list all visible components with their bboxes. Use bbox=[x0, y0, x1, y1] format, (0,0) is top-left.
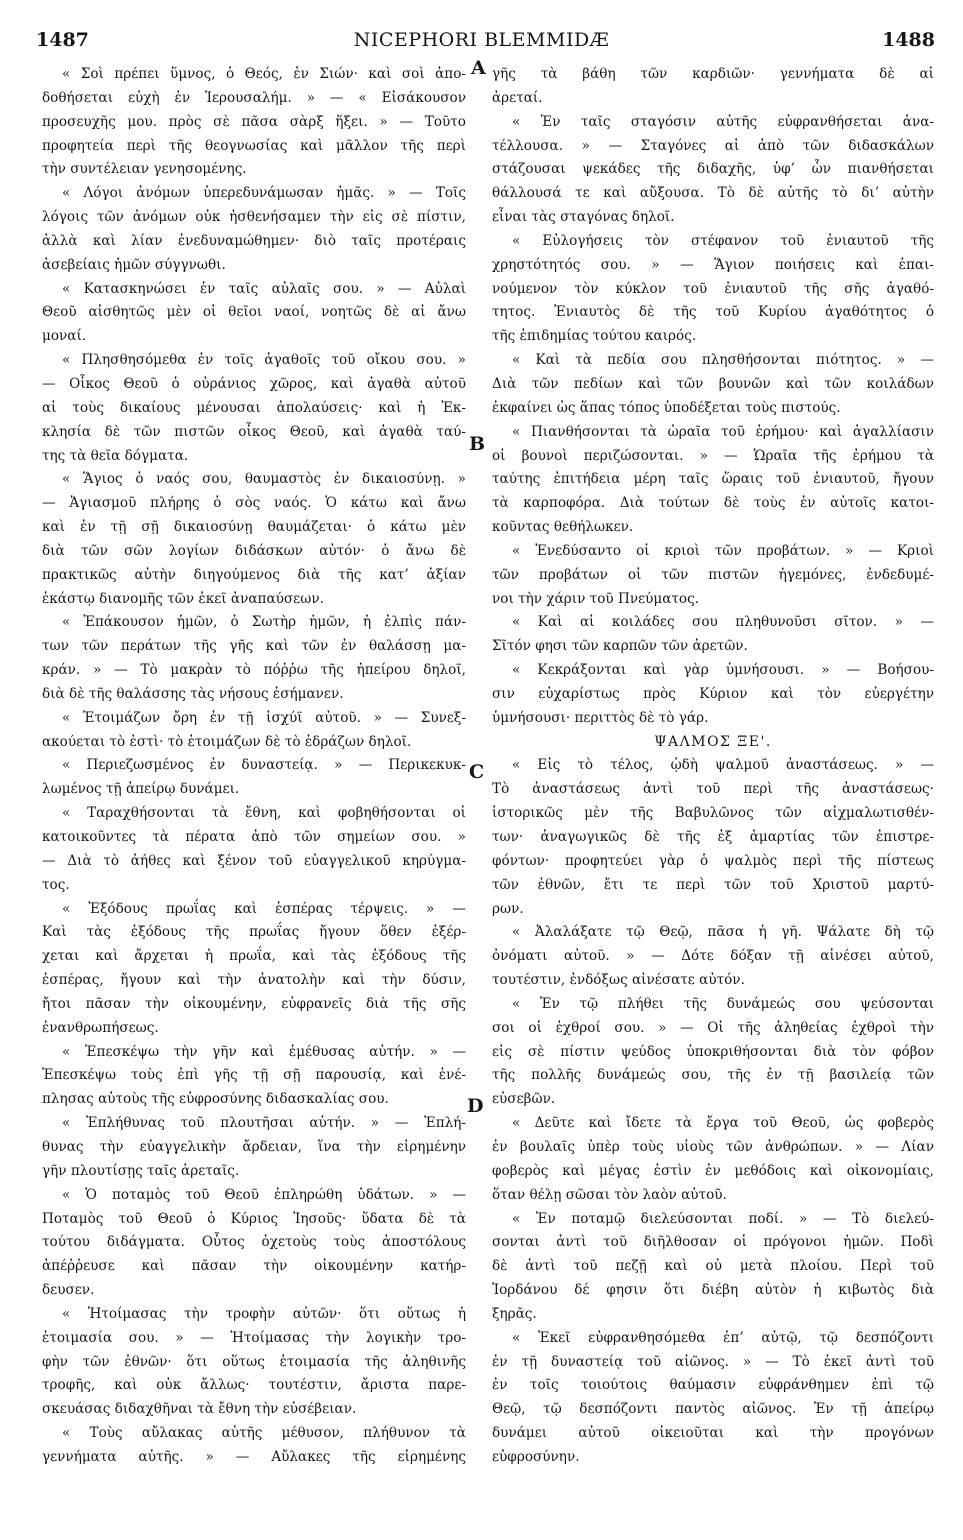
text-line: των τῶν περάτων τῆς γῆς καὶ τῶν ἐν θαλάσσῃ μα- bbox=[42, 638, 466, 655]
text-line: ἀπέῤῥευσε καὶ πᾶσαν τὴν οἰκουμένην κατήρ- bbox=[42, 1258, 466, 1275]
paragraph bbox=[42, 754, 466, 802]
paragraph bbox=[42, 802, 466, 897]
paragraph bbox=[42, 1303, 466, 1422]
paragraph bbox=[492, 993, 934, 1112]
paragraph bbox=[492, 63, 934, 111]
text-line: Θεοῦ αἰσθητῶς μὲν οἱ θεῖοι ναοί, νοητῶς δὲ αἱ ἄνω bbox=[42, 304, 466, 321]
text-line: εἰς σὲ πίστιν ψεύδος ὑποκριθήσονται διὰ τὸν φόβον bbox=[492, 1043, 934, 1060]
text-line: ὀνόματι αὐτοῦ. » — Δότε δόξαν τῇ αἰνέσει αὐτοῦ, bbox=[492, 948, 934, 965]
text-line: « Κατασκηνώσει ἐν ταῖς αὐλαῖς σου. » — Αὐλαὶ bbox=[62, 280, 466, 297]
paragraph bbox=[42, 1184, 466, 1303]
left-column bbox=[42, 63, 466, 1470]
text-line: ἑκάστῳ διανομῆς τῶν ἐκεῖ ἀναπαύσεων. bbox=[42, 590, 324, 607]
paragraph bbox=[492, 111, 934, 230]
paragraph bbox=[42, 349, 466, 468]
text-line: — Διὰ τὸ ἀήθες καὶ ξένον τοῦ εὐαγγελικοῦ κηρύγμα- bbox=[42, 852, 466, 869]
text-line: ἑτοιμασία σου. » — Ἡτοίμασας τὴν λογικὴν τρο- bbox=[42, 1329, 466, 1346]
text-line: προσευχῆς μου. πρὸς σὲ πᾶσα σὰρξ ἥξει. » — Τοῦτο bbox=[42, 113, 466, 130]
text-line: ὅταν θέλῃ σῶσαι τὸν λαὸν αὐτοῦ. bbox=[492, 1186, 727, 1203]
page-number-left: 1487 bbox=[36, 29, 89, 51]
text-line: τουτέστιν, ἐνδόξως αἰνέσατε αὐτόν. bbox=[492, 972, 745, 989]
text-line: « Ἐπάκουσον ἡμῶν, ὁ Σωτὴρ ἡμῶν, ἡ ἐλπὶς πάν- bbox=[62, 614, 466, 631]
text-line: « Πλησθησόμεθα ἐν τοῖς ἀγαθοῖς τοῦ οἴκου σου. » bbox=[62, 352, 466, 369]
text-line: « Πιανθήσονται τὰ ὡραῖα τοῦ ἐρήμου· καὶ ἀγαλλίασιν bbox=[512, 423, 934, 440]
text-line: « Ἐπλήθυνας τοῦ πλουτῆσαι αὐτήν. » — Ἐπλή- bbox=[62, 1115, 466, 1132]
text-line: « Ἡτοίμασας τὴν τροφὴν αὐτῶν· ὅτι οὕτως ἡ bbox=[62, 1305, 466, 1322]
text-line: γῆς τὰ βάθη τῶν καρδιῶν· γεννήματα δὲ αἱ bbox=[492, 66, 934, 82]
text-line: δευσεν. bbox=[42, 1282, 95, 1299]
paragraph bbox=[492, 230, 934, 349]
text-line: εἶναι τὰς σταγόνας δηλοῖ. bbox=[492, 209, 675, 226]
text-line: τέλλουσα. » — Σταγόνες αἱ ἀπὸ τῶν διδασκάλων bbox=[492, 137, 934, 154]
text-line: Ἐπεσκέψω τοὺς ἐπὶ γῆς τῇ σῇ παρουσίᾳ, καὶ ἐνέ- bbox=[42, 1067, 466, 1084]
text-line: Διὰ τῶν πεδίων καὶ τῶν βουνῶν καὶ τῶν κοιλάδων bbox=[492, 375, 934, 392]
text-line: Καὶ τὰς ἐξόδους τῆς πρωΐας ἤγουν ὅθεν ἐξέρ- bbox=[42, 924, 466, 941]
paragraph bbox=[492, 1112, 934, 1207]
text-line: ρων. bbox=[492, 900, 524, 917]
text-line: Ποταμὸς τοῦ Θεοῦ ὁ Κύριος Ἰησοῦς· ὕδατα δὲ τὰ bbox=[42, 1210, 466, 1227]
text-line: σκευάσας διδαχθῆναι τὰ ἔθνη τὴν εὐσέβειαν. bbox=[42, 1401, 357, 1418]
paragraph bbox=[492, 1208, 934, 1327]
paragraph bbox=[42, 611, 466, 706]
margin-letter-a: A bbox=[471, 57, 486, 79]
text-line: κλησία δὲ τῶν πιστῶν οἶκος Θεοῦ, καὶ ἀγαθὰ ταύ- bbox=[42, 423, 466, 440]
text-line: πρακτικῶς αὐτὴν διηγούμενος διὰ τῆς κατ’ ἀξίαν bbox=[42, 566, 466, 583]
text-line: τητος. Ἐνιαυτὸς δὲ τῆς τοῦ Κυρίου ἀγαθότητος ὁ bbox=[492, 304, 934, 321]
text-line: « Ἅγιος ὁ ναός σου, θαυμαστὸς ἐν δικαιοσύνῃ. » bbox=[62, 471, 466, 488]
text-line: τῶν ἐθνῶν, ἔτι τε περὶ τῶν τοῦ Χριστοῦ μαρτύ- bbox=[492, 876, 934, 893]
text-line: τῶν προβάτων οἱ τῶν πιστῶν ἡγεμόνες, ἐνδεδυμέ- bbox=[492, 566, 934, 583]
text-line: « Τοὺς αὔλακας αὐτῆς μέθυσον, πλήθυνον τὰ bbox=[62, 1425, 466, 1442]
text-line: ἐν τῇ δυναστείᾳ τοῦ αἰῶνος. » — Τὸ ἐκεῖ ἀντὶ τοῦ bbox=[492, 1353, 934, 1370]
text-line: τῆς πολλῆς δυνάμεώς σου, τῆς ἐν τῇ βασιλείᾳ τῶν bbox=[492, 1067, 934, 1084]
paragraph bbox=[492, 611, 934, 659]
paragraph bbox=[492, 921, 934, 993]
text-line: ἀλλὰ καὶ λίαν ἐνεδυναμώθημεν· διὸ ταῖς προτέραις bbox=[42, 232, 466, 249]
text-line: τροφῆς, καὶ οὐκ ἄλλως· τουτέστιν, ἄριστα παρε- bbox=[42, 1377, 466, 1394]
text-line: « Ἐπεσκέψω τὴν γῆν καὶ ἐμέθυσας αὐτήν. » — bbox=[62, 1043, 466, 1060]
text-line: γῆν πλουτίσῃς ταῖς ἀρεταῖς. bbox=[42, 1162, 240, 1179]
text-line: διὰ τῶν σῶν λογίων διδάσκων αὐτόν· ὁ ἄνω δὲ bbox=[42, 542, 466, 559]
text-line: « Ταραχθήσονται τὰ ἔθνη, καὶ φοβηθήσονται οἱ bbox=[62, 805, 466, 822]
paragraph bbox=[42, 707, 466, 755]
text-line: αἱ τοὺς δικαίους μένουσαι ἀπολαύσεις· καὶ ἡ Ἐκ- bbox=[42, 399, 466, 416]
text-line: πλησας αὐτοὺς τῆς εὐφροσύνης διδασκαλίας σου. bbox=[42, 1091, 389, 1108]
text-line: λωμένος τῇ ἀπείρῳ δυνάμει. bbox=[42, 781, 240, 798]
text-line: « Περιεζωσμένος ἐν δυναστείᾳ. » — Περικεκυκ- bbox=[62, 757, 466, 774]
text-line: — Οἶκος Θεοῦ ὁ οὐράνιος χῶρος, καὶ ἀγαθὰ αὐτοῦ bbox=[42, 375, 466, 392]
text-line: φὴν τῶν ἐθνῶν· ὅτι οὕτως ἑτοιμασία τῆς ἀληθινῆς bbox=[42, 1353, 466, 1370]
text-line: « Σοὶ πρέπει ὕμνος, ὁ Θεός, ἐν Σιών· καὶ σοὶ ἀπο- bbox=[62, 66, 466, 82]
psalm-heading: ΨΑΛΜΟΣ ΞΕ'. bbox=[654, 733, 772, 750]
paragraph bbox=[42, 1041, 466, 1113]
text-line: « Ἐν ταῖς σταγόσιν αὐτῆς εὐφρανθήσεται ἀνα- bbox=[512, 113, 934, 130]
text-line: ἑσπέρας, ἤγουν καὶ τὴν ἀνατολὴν καὶ τὴν δύσιν, bbox=[42, 972, 466, 989]
paragraph bbox=[492, 349, 934, 421]
margin-letter-c: C bbox=[469, 761, 485, 783]
paragraph bbox=[492, 421, 934, 540]
text-line: Ἰορδάνου δέ φησιν ὅτι διέβη αὐτὸν ἡ κιβωτὸς διὰ bbox=[492, 1282, 934, 1299]
text-line: στάζουσαι ψεκάδες τῆς διδαχῆς, ὑφ’ ὧν πιανθήσεται bbox=[492, 161, 934, 178]
text-line: οἱ βουνοὶ περιζώσονται. » — Ὡραῖα τῆς ἐρήμου τὰ bbox=[492, 447, 934, 464]
text-line: Τὸ ἀναστάσεως ἀντὶ τοῦ περὶ τῆς ἀναστάσεως· bbox=[492, 781, 934, 798]
margin-letter-b: B bbox=[469, 433, 486, 455]
text-line: θυνας τὴν εὐαγγελικὴν ἄρδειαν, ἵνα τὴν εἰρημένην bbox=[42, 1138, 466, 1155]
text-line: « Ὁ ποταμὸς τοῦ Θεοῦ ἐπληρώθη ὑδάτων. » — bbox=[62, 1186, 466, 1203]
text-line: κράν. » — Τὸ μακρὰν τὸ πόῤῥω τῆς ἠπείρου δηλοῖ, bbox=[42, 662, 466, 679]
text-line: ἐν βουλαῖς ὑπὲρ τοὺς υἱοὺς τῶν ἀνθρώπων. » — Λίαν bbox=[492, 1138, 934, 1155]
text-line: χρηστότητός σου. » — Ἅγιον ποιήσεις καὶ ἐπαι- bbox=[492, 256, 934, 273]
text-line: ἐν τοῖς τοιούτοις θαύμασιν εὐφράνθημεν ἐπὶ τῷ bbox=[492, 1377, 934, 1394]
text-line: ἐκφαίνει ὡς ἅπας τόπος ὑποδέξεται τοὺς πιστούς. bbox=[492, 399, 841, 416]
text-line: « Δεῦτε καὶ ἴδετε τὰ ἔργα τοῦ Θεοῦ, ὡς φοβερὸς bbox=[512, 1115, 934, 1132]
text-line: χεται καὶ ἄρχεται ἡ πρωΐα, καὶ τὰς ἐξόδους τῆς bbox=[42, 948, 466, 965]
text-line: « Ἑτοιμάζων ὄρη ἐν τῇ ἰσχύϊ αὐτοῦ. » — Συνεξ- bbox=[62, 709, 466, 726]
paragraph bbox=[492, 1327, 934, 1470]
text-line: σοι οἱ ἐχθροί σου. » — Οἱ τῆς ἀληθείας ἐχθροὶ τὴν bbox=[492, 1019, 934, 1036]
text-line: μοναί. bbox=[42, 328, 87, 345]
text-line: τὴν συντέλειαν γενησομένης. bbox=[42, 161, 247, 178]
text-line: « Καὶ τὰ πεδία σου πλησθήσονται πιότητος. » — bbox=[512, 352, 934, 369]
text-line: « Ἀλαλάξατε τῷ Θεῷ, πᾶσα ἡ γῆ. Ψάλατε δὴ τῷ bbox=[512, 924, 934, 941]
text-line: ἀσεβείαις ἡμῶν σύγγνωθι. bbox=[42, 256, 226, 273]
text-line: ακούεται τὸ ἐστὶ· τὸ ἑτοιμάζων δὲ τὸ ἑδράζων δηλοῖ. bbox=[42, 733, 412, 750]
margin-letter-d: D bbox=[467, 1095, 484, 1117]
text-line: τος. bbox=[42, 876, 70, 893]
text-line: « Λόγοι ἀνόμων ὑπερεδυνάμωσαν ἡμᾶς. » — Τοῖς bbox=[62, 185, 466, 202]
text-line: « Κεκράξονται καὶ γὰρ ὑμνήσουσι. » — Βοήσου- bbox=[512, 662, 934, 679]
text-line: ταύτης ἐπιτήδεια μέρη ταῖς ὥραις τοῦ ἐνιαυτοῦ, ἤγουν bbox=[492, 471, 934, 488]
text-line: « Καὶ αἱ κοιλάδες σου πληθυνοῦσι σῖτον. » — bbox=[512, 614, 934, 631]
text-line: Σῖτόν φησι τῶν καρπῶν τῶν ἀρετῶν. bbox=[492, 638, 748, 655]
text-line: σονται ἀντὶ τοῦ διῆλθοσαν οἱ πρόγονοι ἡμῶν. Ποδὶ bbox=[492, 1234, 934, 1251]
text-line: εὐσεβῶν. bbox=[492, 1091, 556, 1108]
text-line: τούτου διδάγματα. Οὗτος ὀχετοὺς τοὺς ἀποστόλους bbox=[42, 1234, 466, 1251]
text-line: γεννήματα αὐτῆς. » — Αὔλακες τῆς εἰρημένης bbox=[42, 1448, 466, 1465]
right-column bbox=[492, 63, 934, 1470]
page-number-right: 1488 bbox=[882, 29, 935, 51]
text-line: ἱστορικῶς μὲν τῆς Βαβυλῶνος τῶν αἰχμαλωτισθέν- bbox=[492, 805, 934, 822]
text-line: κατοικοῦντες τὰ πέρατα ἀπὸ τῶν σημείων σου. » bbox=[42, 829, 466, 845]
text-line: νούμενον τὸν κύκλον τοῦ ἐνιαυτοῦ τῆς σῆς ἀγαθό- bbox=[492, 280, 934, 297]
text-line: διὰ δὲ τῆς θαλάσσης τὰς νήσους ἐσήμανεν. bbox=[42, 685, 344, 702]
text-line: τὰ καρποφόρα. Διὰ τούτων δὲ τοὺς ἐν αὐτοῖς κατοι- bbox=[492, 495, 934, 512]
text-line: φόντων· προφητεύει γὰρ ὁ ψαλμὸς περὶ τῆς πίστεως bbox=[492, 852, 934, 869]
running-title: NICEPHORI BLEMMIDÆ bbox=[353, 29, 610, 51]
text-line: ἀρεταί. bbox=[492, 89, 543, 106]
paragraph bbox=[42, 63, 466, 182]
commentary-block-psalm-64 bbox=[492, 63, 934, 731]
commentary-block-psalm-65 bbox=[492, 754, 934, 1469]
text-line: σιν εὐχαρίστως πρὸς Κύριον καὶ τὸν εὐεργέτην bbox=[492, 685, 934, 702]
paragraph bbox=[492, 540, 934, 612]
paragraph bbox=[42, 898, 466, 1041]
text-line: τῆς ἐπιδημίας τούτου καιρός. bbox=[492, 328, 697, 345]
text-line: δὲ ἀντὶ τοῦ πεζῇ καὶ οὐ μετὰ πλοίου. Περὶ τοῦ bbox=[492, 1258, 934, 1275]
paragraph bbox=[42, 1422, 466, 1470]
text-line: « Ἐν ποταμῷ διελεύσονται ποδί. » — Τὸ διελεύ- bbox=[512, 1210, 934, 1227]
paragraph bbox=[42, 468, 466, 611]
text-line: ἤτοι πᾶσαν τὴν οἰκουμένην, εὐφρανεῖς διὰ τῆς σῆς bbox=[42, 995, 466, 1012]
text-line: ὑμνήσουσι· περιττὸς δὲ τὸ γάρ. bbox=[492, 709, 709, 726]
text-line: καὶ ἐν τῇ σῇ δικαιοσύνῃ θαυμάζεται· ὁ κάτω μὲν bbox=[42, 519, 466, 536]
text-line: κοῦντας θεθήλωκεν. bbox=[492, 519, 634, 536]
text-line: θάλλουσά τε καὶ αὔξουσα. Τὸ δὲ αὐτῆς τὸ δι’ αὐτὴν bbox=[492, 185, 934, 202]
text-line: « Ἐξόδους πρωΐας καὶ ἑσπέρας τέρψεις. » — bbox=[62, 900, 466, 917]
text-line: νοι τὴν χάριν τοῦ Πνεύματος. bbox=[492, 590, 700, 607]
text-line: ξηρᾶς. bbox=[492, 1305, 537, 1322]
text-line: δυνάμει αὐτοῦ οἰκειοῦται καὶ τὴν προγόνων bbox=[492, 1425, 934, 1442]
text-line: δοθήσεται εὐχὴ ἐν Ἱερουσαλήμ. » — « Εἰσάκουσον bbox=[42, 89, 466, 106]
text-line: — Ἁγιασμοῦ πλήρης ὁ σὸς ναός. Ὁ κάτω καὶ ἄνω bbox=[42, 495, 466, 512]
text-line: « Εἰς τὸ τέλος, ᾠδὴ ψαλμοῦ ἀναστάσεως. » — bbox=[512, 757, 934, 774]
text-line: « Ἐνεδύσαντο οἱ κριοὶ τῶν προβάτων. » — Κριοὶ bbox=[512, 542, 934, 559]
text-line: ἐνανθρωπήσεως. bbox=[42, 1019, 159, 1036]
paragraph bbox=[42, 182, 466, 277]
text-line: προφητεία περὶ τῆς θεογνωσίας καὶ μᾶλλον τῆς περὶ bbox=[42, 137, 466, 154]
paragraph bbox=[492, 754, 934, 921]
text-line: « Ἐν τῷ πλήθει τῆς δυνάμεώς σου ψεύσονται bbox=[512, 995, 934, 1012]
paragraph bbox=[42, 278, 466, 350]
text-line: εὐφροσύνην. bbox=[492, 1448, 580, 1465]
text-line: λόγοις τῶν ἀνόμων οὐκ ἠσθενήσαμεν τὴν εἰς σὲ πίστιν, bbox=[42, 209, 466, 226]
paragraph bbox=[42, 1112, 466, 1184]
paragraph bbox=[492, 659, 934, 731]
text-line: Θεῷ, τῷ δεσπόζοντι παντὸς αἰῶνος. Ἐν τῇ ἀπείρῳ bbox=[492, 1401, 934, 1418]
text-line: « Εὐλογήσεις τὸν στέφανον τοῦ ἐνιαυτοῦ τῆς bbox=[512, 232, 934, 249]
text-line: φοβερὸς καὶ μέγας ἐστὶν ἐν μεθόδοις καὶ οἰκονομίαις, bbox=[492, 1162, 934, 1179]
text-line: της τὰ θεῖα δόγματα. bbox=[42, 447, 189, 464]
text-line: « Ἐκεῖ εὐφρανθησόμεθα ἐπ’ αὐτῷ, τῷ δεσπόζοντι bbox=[512, 1329, 934, 1346]
text-line: των· ἀναγωγικῶς δὲ τῆς ἐξ ἁμαρτίας τῶν ἐπιστρε- bbox=[492, 829, 934, 845]
